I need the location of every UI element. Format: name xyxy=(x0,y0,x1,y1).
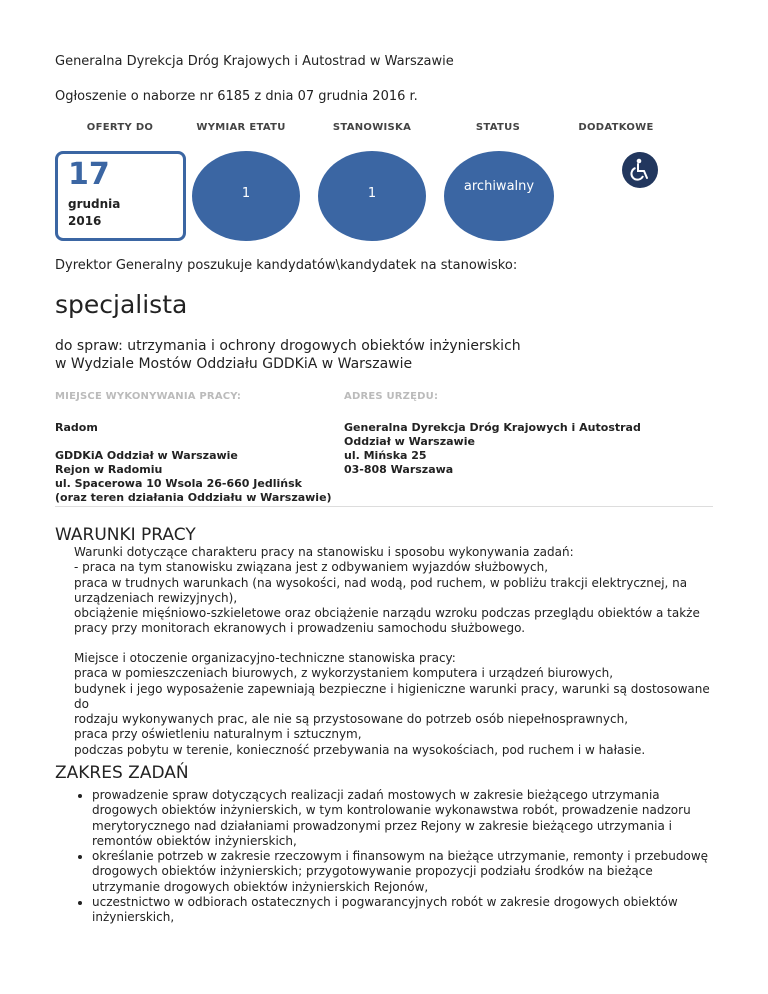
deadline-date-box xyxy=(55,151,186,241)
conditions-line: obciążenie mięśniowo-szkieletowe oraz obciążenie narządu wzroku podczas przeglądu obiektów a także xyxy=(74,606,700,621)
wheelchair-icon xyxy=(622,152,658,188)
header-status: STATUS xyxy=(475,122,521,133)
employment-rate-value: 1 xyxy=(241,186,251,201)
workplace-line: GDDKiA Oddział w Warszawie xyxy=(55,449,238,462)
section-divider xyxy=(55,506,713,507)
conditions-line: pracy przy monitorach ekranowych i prowadzeniu samochodu służbowego. xyxy=(74,621,526,636)
conditions-line: urządzeniach rewizyjnych), xyxy=(74,590,238,605)
conditions-line: - praca na tym stanowisku związana jest z odbywaniem wyjazdów służbowych, xyxy=(74,560,549,575)
header-extra: DODATKOWE xyxy=(578,122,654,133)
workplace-line: ul. Spacerowa 10 Wsola 26-660 Jedlińsk xyxy=(55,477,302,490)
conditions-line: praca w pomieszczeniach biurowych, z wykorzystaniem komputera i urządzeń biurowych, xyxy=(74,666,614,681)
deadline-day: 17 xyxy=(68,157,110,192)
office-line: ul. Mińska 25 xyxy=(344,449,427,462)
conditions-line: podczas pobytu w terenie, konieczność przebywania na wysokościach, pod ruchem i w hałasie. xyxy=(74,742,646,757)
announcement-number: Ogłoszenie o naborze nr 6185 z dnia 07 grudnia 2016 r. xyxy=(55,89,418,104)
office-address xyxy=(344,421,641,477)
position-description xyxy=(55,337,521,373)
tasks-title: ZAKRES ZADAŃ xyxy=(55,763,189,783)
conditions-line: rodzaju wykonywanych prac, ale nie są przystosowane do potrzeb osób niepełnosprawnych, xyxy=(74,712,629,727)
conditions-block-2 xyxy=(74,651,724,758)
employment-rate-circle xyxy=(192,151,300,241)
workplace-label: MIEJSCE WYKONYWANIA PRACY: xyxy=(55,391,242,402)
conditions-line: Warunki dotyczące charakteru pracy na stanowisku i sposobu wykonywania zadań: xyxy=(74,545,574,559)
conditions-line: Miejsce i otoczenie organizacyjno-techniczne stanowiska pracy: xyxy=(74,651,456,665)
position-title: specjalista xyxy=(55,290,188,319)
status-value: archiwalny xyxy=(463,179,535,194)
conditions-block-1 xyxy=(74,545,724,637)
conditions-line: praca w trudnych warunkach (na wysokości, nad wodą, pod ruchem, w pobliżu trakcji elektrycznej, na xyxy=(74,575,688,590)
office-label: ADRES URZĘDU: xyxy=(344,391,439,402)
position-desc-line: w Wydziale Mostów Oddziału GDDKiA w Warszawie xyxy=(55,356,413,372)
workplace-line: (oraz teren działania Oddziału w Warszawie) xyxy=(55,491,332,504)
deadline-year: 2016 xyxy=(68,214,102,228)
header-offers-until: OFERTY DO xyxy=(86,122,154,133)
status-circle xyxy=(444,151,554,241)
conditions-line: praca przy oświetleniu naturalnym i sztucznym, xyxy=(74,727,362,742)
org-name: Generalna Dyrekcja Dróg Krajowych i Autostrad w Warszawie xyxy=(55,54,454,69)
positions-circle xyxy=(318,151,426,241)
workplace-city: Radom xyxy=(55,421,98,434)
conditions-title: WARUNKI PRACY xyxy=(55,525,196,545)
tasks-list xyxy=(74,788,724,926)
position-desc-line: do spraw: utrzymania i ochrony drogowych obiektów inżynierskich xyxy=(55,338,521,354)
deadline-month: grudnia xyxy=(68,197,121,211)
list-item: • uczestnictwo w odbiorach ostatecznych i pogwarancyjnych robót w zakresie drogowych obiektów inżynierskich, xyxy=(92,895,724,926)
office-line: Oddział w Warszawie xyxy=(344,435,475,448)
list-item: • prowadzenie spraw dotyczących realizacji zadań mostowych w zakresie bieżącego utrzymania drogowych obiektów inżynierskich, w tym kontrolowanie wykonawstwa robót, prowadzenie nadzoru merytorycznego nad działaniami prowadzonymi przez Rejony w zakresie bieżącego utrzymania i remontów obiektów inżynierskich, xyxy=(92,788,724,849)
intro-text: Dyrektor Generalny poszukuje kandydatów\kandydatek na stanowisko: xyxy=(55,258,518,273)
header-positions: STANOWISKA xyxy=(332,122,412,133)
office-line: 03-808 Warszawa xyxy=(344,463,454,476)
conditions-line: budynek i jego wyposażenie zapewniają bezpieczne i higieniczne warunki pracy, warunki są dostosowane do xyxy=(74,681,710,711)
workplace-address xyxy=(55,449,332,505)
positions-value: 1 xyxy=(367,186,377,201)
header-employment-rate: WYMIAR ETATU xyxy=(196,122,286,133)
workplace-line: Rejon w Radomiu xyxy=(55,463,163,476)
office-line: Generalna Dyrekcja Dróg Krajowych i Autostrad xyxy=(344,421,641,434)
list-item: • określanie potrzeb w zakresie rzeczowym i finansowym na bieżące utrzymanie, remonty i przebudowę drogowych obiektów inżynierskich; przygotowywanie propozycji podziału środków na bieżące utrzymanie drogowych obiektów inżynierskich Rejonów, xyxy=(92,849,724,895)
